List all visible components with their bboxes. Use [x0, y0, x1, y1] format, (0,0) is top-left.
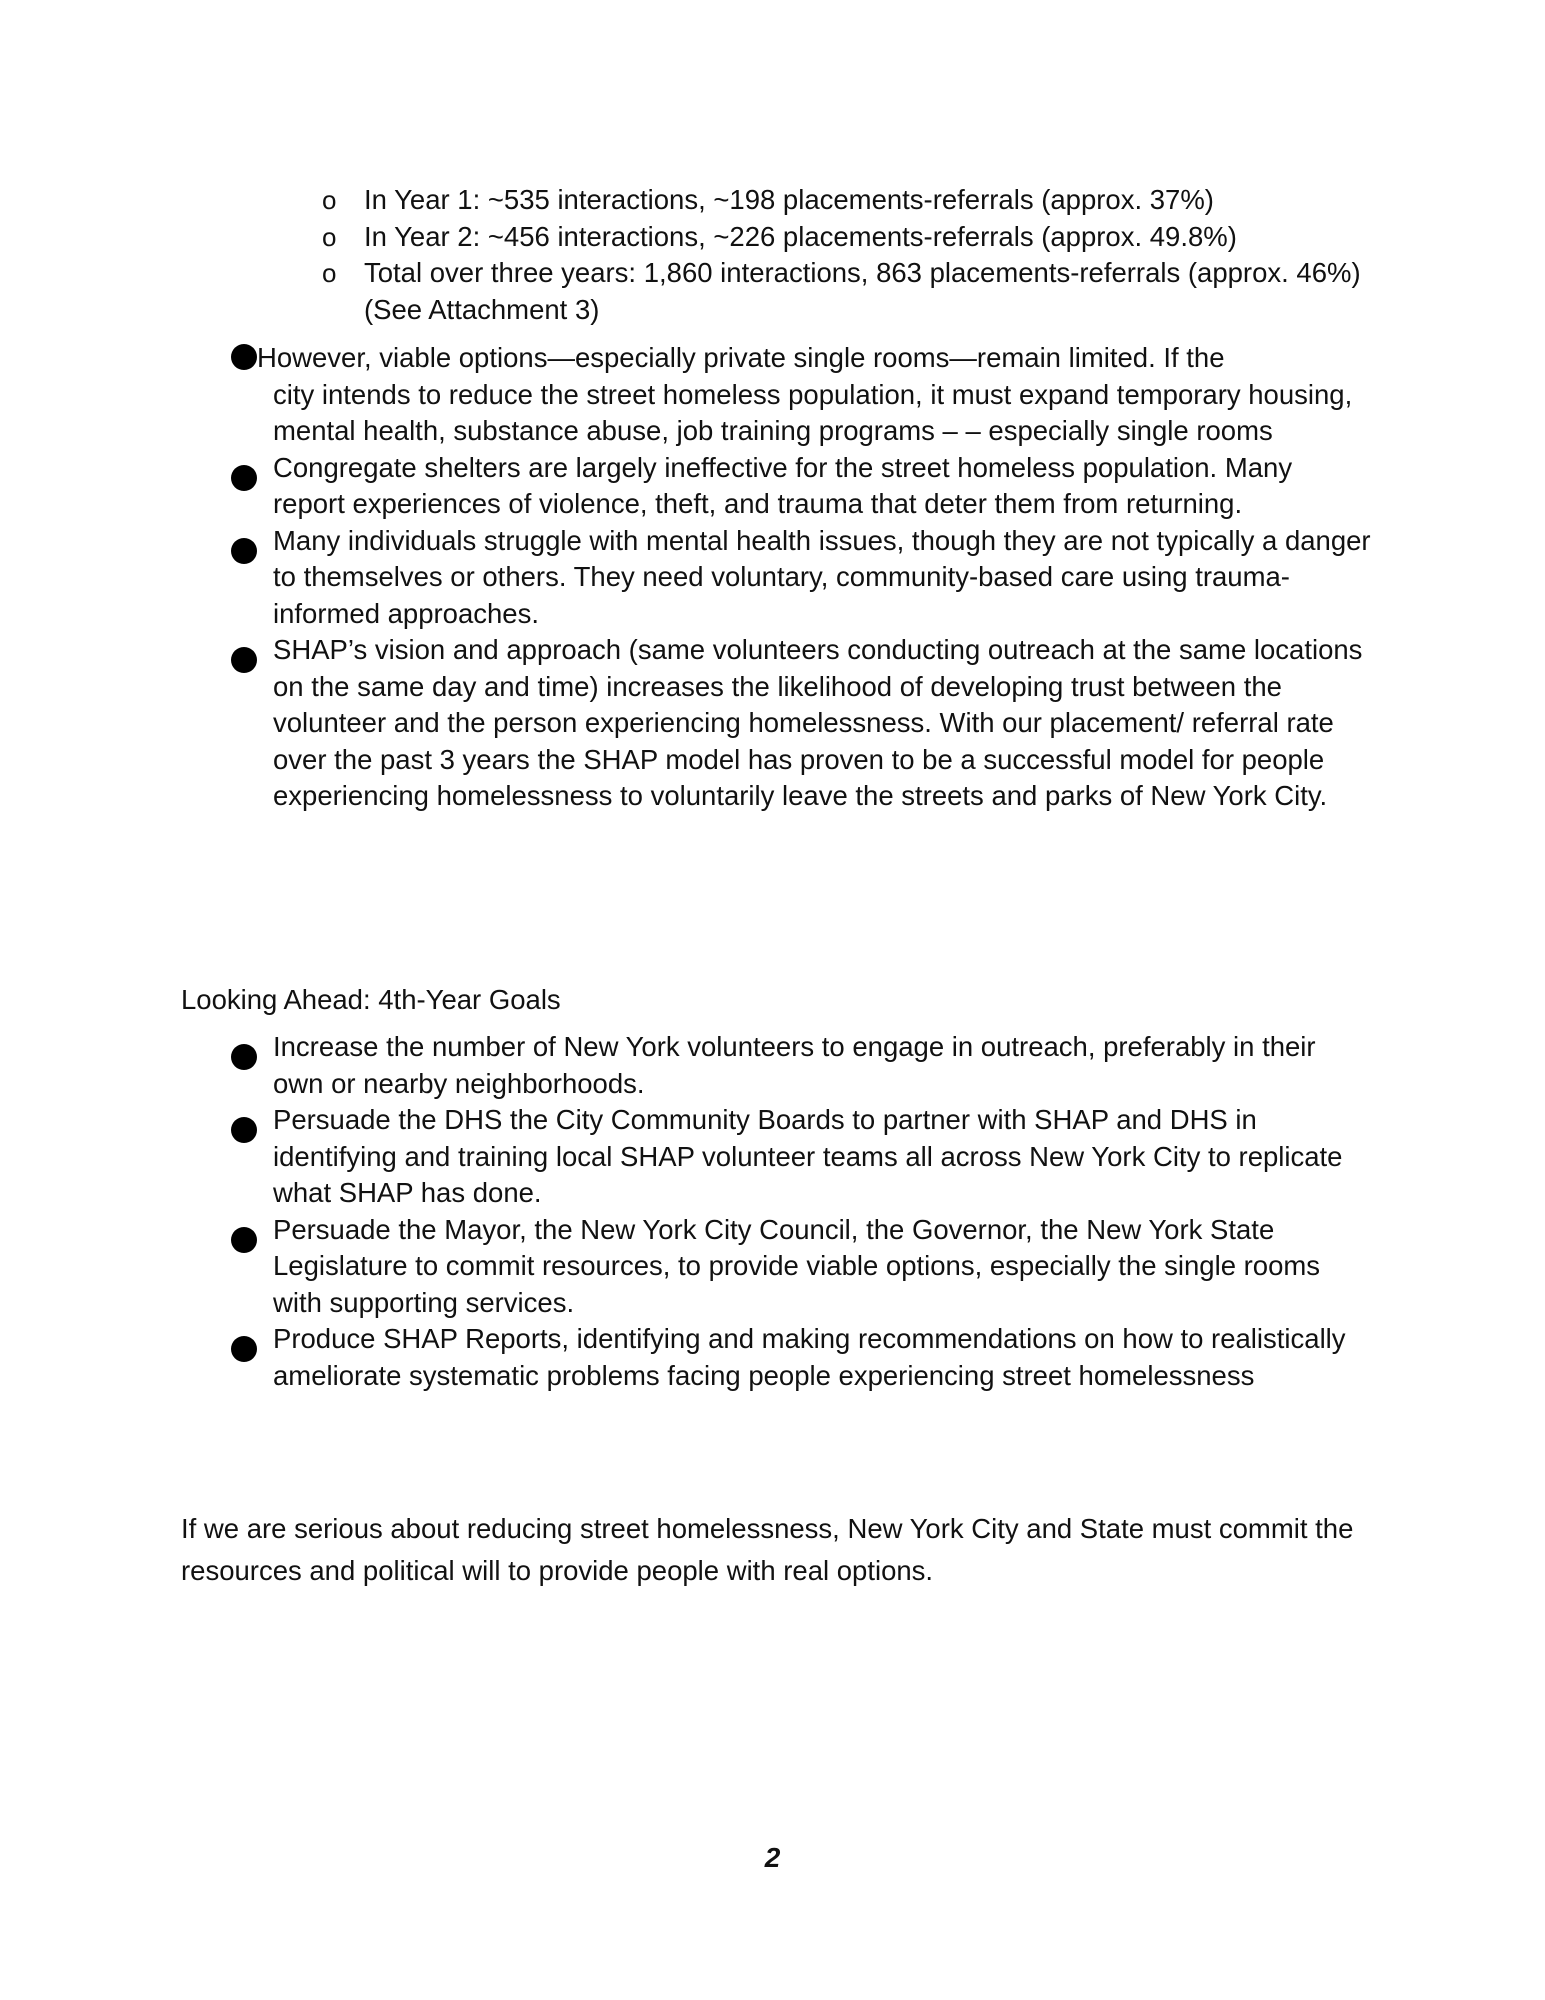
bullet-dot-icon: [231, 1117, 257, 1143]
sub-item-text: Total over three years: 1,860 interactions, 863 placements-referrals (approx. 46%) (See Attachment 3): [364, 257, 1361, 325]
bullet-text: SHAP’s vision and approach (same volunteers conducting outreach at the same locations on the same day and time) increases the likelihood of developing trust between the volunteer and the person experiencing homelessness. With our placement/ referral rate over the past 3 years the SHAP model has proven to be a successful model for people experiencing homelessness to voluntarily leave the streets and parks of New York City.: [273, 634, 1363, 811]
goal-text: Persuade the DHS the City Community Boards to partner with SHAP and DHS in identifying and training local SHAP volunteer teams all across New York City to replicate what SHAP has done.: [273, 1104, 1343, 1208]
sub-item-text: In Year 2: ~456 interactions, ~226 placements-referrals (approx. 49.8%): [364, 220, 1237, 252]
page-number: 2: [764, 1842, 781, 1873]
goal-item: [231, 1029, 1371, 1102]
sub-list-item: [322, 255, 1372, 328]
sub-bullet-marker: o: [322, 221, 337, 252]
bullet-dot-icon: [231, 647, 257, 673]
goal-text: Produce SHAP Reports, identifying and making recommendations on how to realistically ameliorate systematic problems facing people experiencing street homelessness: [273, 1323, 1346, 1391]
bullet-text: Congregate shelters are largely ineffective for the street homeless population. Many report experiences of violence, theft, and trauma that deter them from returning.: [273, 451, 1293, 519]
bullet-dot-icon: [231, 465, 257, 491]
findings-bullet-list: [231, 340, 1371, 815]
goals-heading: Looking Ahead: 4th-Year Goals: [181, 984, 561, 1015]
bullet-item: [231, 340, 1371, 450]
sub-bullet-marker: o: [322, 185, 337, 215]
goal-item: [231, 1321, 1371, 1394]
bullet-item: [231, 632, 1371, 815]
goal-text: Persuade the Mayor, the New York City Council, the Governor, the New York State Legislature to commit resources, to provide viable options, especially the single rooms with supporting services.: [273, 1213, 1321, 1318]
sub-list-item: [322, 219, 1372, 256]
goal-text: Increase the number of New York volunteers to engage in outreach, preferably in their own or nearby neighborhoods.: [273, 1031, 1316, 1099]
bullet-dot-icon: [231, 344, 257, 370]
year-stats-list: [322, 182, 1372, 328]
sub-item-text: In Year 1: ~535 interactions, ~198 placements-referrals (approx. 37%): [364, 184, 1214, 215]
bullet-text-rest: city intends to reduce the street homeless population, it must expand temporary housing, mental health, substance abuse, job training programs – – especially single rooms: [273, 378, 1353, 446]
bullet-dot-icon: [231, 1336, 257, 1362]
goal-item: [231, 1212, 1371, 1322]
goal-item: [231, 1102, 1371, 1212]
bullet-dot-icon: [231, 538, 257, 564]
sub-list-item: [322, 182, 1372, 219]
sub-bullet-marker: o: [322, 258, 337, 288]
bullet-dot-icon: [231, 1227, 257, 1253]
bullet-text-lead: However, viable options—especially private single rooms—remain limited. If the: [257, 342, 1225, 373]
bullet-item: [231, 523, 1371, 633]
goals-bullet-list: [231, 1029, 1371, 1394]
bullet-text: Many individuals struggle with mental health issues, though they are not typically a danger to themselves or others. They need voluntary, community-based care using trauma-informed approaches.: [273, 524, 1371, 629]
bullet-dot-icon: [231, 1044, 257, 1070]
closing-paragraph: If we are serious about reducing street homelessness, New York City and State must commit the resources and political will to provide people with real options.: [181, 1512, 1354, 1586]
bullet-item: [231, 450, 1371, 523]
